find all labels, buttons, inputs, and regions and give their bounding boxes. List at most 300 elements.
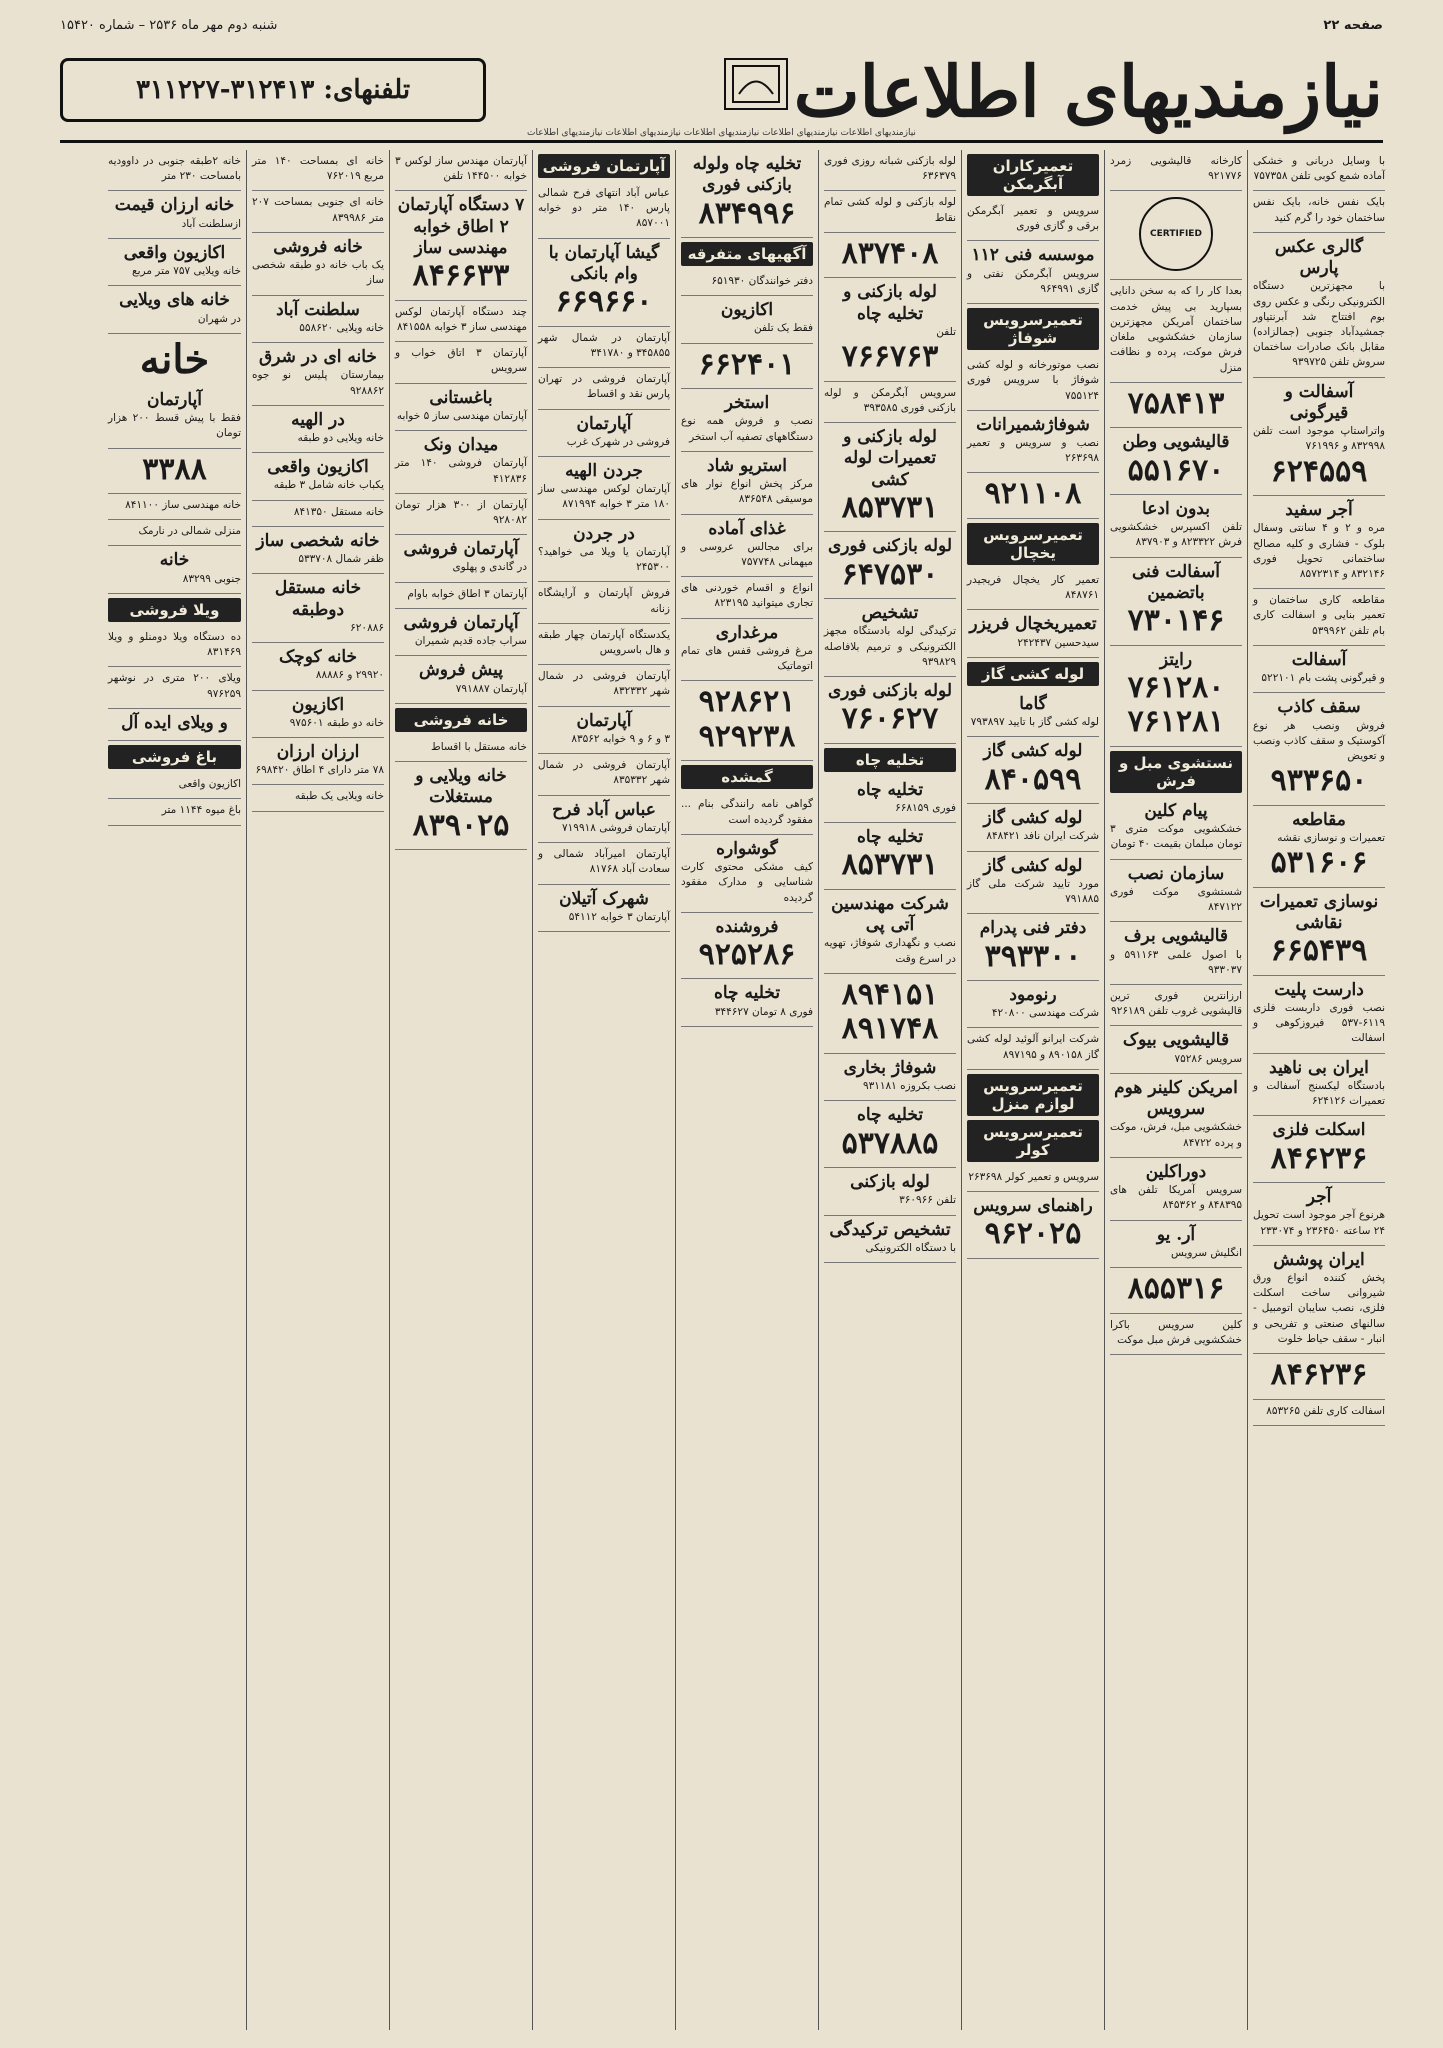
classified-ad bbox=[538, 239, 670, 327]
classified-ad bbox=[824, 532, 956, 599]
ad-heading: در الهیه bbox=[291, 409, 345, 430]
ad-heading: تخلیه چاه bbox=[856, 827, 924, 848]
classified-ad bbox=[395, 762, 527, 850]
ad-heading: خانه bbox=[159, 550, 190, 571]
classified-ad bbox=[538, 707, 670, 754]
ad-heading: اسکلت فلزی bbox=[1272, 1120, 1366, 1141]
classified-ad bbox=[395, 301, 527, 342]
ad-body: برای مجالس عروسی و میهمانی ۷۵۷۷۴۸ bbox=[681, 540, 813, 569]
ad-body: نصب و نگهداری شوفاژ، تهویه در اسرع وقت bbox=[824, 937, 956, 965]
ad-heading: رنومود bbox=[1009, 985, 1057, 1005]
ad-heading: شوفاژ بخاری bbox=[843, 1057, 937, 1078]
ad-heading: گوشواره bbox=[716, 838, 778, 859]
ad-body: خانه ویلایی یک طبقه bbox=[295, 790, 384, 803]
ad-body: با اصول علمی ۵۹۱۱۶۳ و ۹۳۳۰۳۷ bbox=[1110, 948, 1242, 976]
classified-ad bbox=[108, 626, 241, 667]
ad-phone-number: ۷۶۶۷۶۳ bbox=[841, 339, 939, 375]
classified-ad bbox=[252, 785, 384, 811]
classified-ad bbox=[967, 1192, 1099, 1259]
classified-ad bbox=[1253, 191, 1385, 232]
classified-ad bbox=[395, 609, 527, 656]
classified-ad bbox=[538, 368, 670, 409]
classified-ad bbox=[108, 799, 241, 825]
ad-body: با دستگاه الکترونیکی bbox=[865, 1241, 956, 1254]
ad-heading: خانه ای در شرق bbox=[259, 347, 377, 368]
classified-ad bbox=[1110, 383, 1242, 429]
ad-heading: ایران پوشش bbox=[1273, 1249, 1365, 1270]
classified-ad bbox=[1253, 150, 1385, 191]
classified-ad bbox=[1253, 233, 1385, 378]
ad-body: خانه مستقل ۸۴۱۳۵۰ bbox=[293, 505, 384, 518]
ad-heading: سقف کاذب bbox=[1277, 697, 1361, 718]
section-header: ویلا فروشی bbox=[108, 598, 241, 622]
classified-ad bbox=[252, 643, 384, 690]
classified-ad bbox=[824, 423, 956, 532]
ad-body: مقاطعه کاری ساختمان و تعمیر بنایی و اسفالت کاری بام تلفن ۵۳۹۹۶۲ bbox=[1253, 594, 1385, 637]
classified-ad bbox=[1253, 976, 1385, 1054]
newspaper-logo-icon bbox=[724, 58, 788, 110]
ad-phone-number: ۸۳۹۰۲۵ bbox=[412, 807, 510, 843]
ad-body: یک باب خانه دو طبقه شخصی ساز bbox=[252, 259, 384, 287]
ad-body: لوله کشی گاز با تایید ۷۹۳۸۹۷ bbox=[970, 716, 1099, 729]
ad-heading: آپارتمان bbox=[146, 389, 203, 410]
classified-ad bbox=[108, 546, 241, 593]
classified-ad bbox=[538, 520, 670, 583]
ad-body: واتراستاپ موجود است تلفن ۸۳۲۹۹۸ و ۷۶۱۹۹۶ bbox=[1253, 425, 1385, 453]
ad-body: کارخانه قالیشویی زمرد ۹۲۱۷۷۶ bbox=[1110, 155, 1242, 183]
ad-heading: خانه مستقل دوطبقه bbox=[274, 578, 362, 620]
ad-body: فقط با پیش قسط ۲۰۰ هزار تومان bbox=[108, 412, 241, 440]
section-header: تعمیرسرویس کولر bbox=[967, 1120, 1099, 1162]
classified-ad bbox=[252, 233, 384, 296]
classified-ad bbox=[538, 754, 670, 795]
ad-phone-number: ۷۶۰۶۲۷ bbox=[841, 701, 939, 737]
ad-body: سرویس ۷۵۲۸۶ bbox=[1174, 1052, 1242, 1065]
classified-ad bbox=[824, 1054, 956, 1101]
classified-ad bbox=[1110, 1314, 1242, 1355]
classified-ad bbox=[395, 535, 527, 582]
classified-ad bbox=[1110, 280, 1242, 382]
classified-ad bbox=[395, 736, 527, 762]
column-9 bbox=[103, 150, 246, 2030]
ad-phone-number: ۶۲۴۵۵۹ bbox=[1270, 453, 1368, 489]
classified-ad bbox=[538, 582, 670, 623]
classified-ad bbox=[395, 342, 527, 383]
classified-ad bbox=[108, 667, 241, 708]
ad-heading: تشخیص bbox=[861, 603, 919, 624]
ad-body: آپارتمان در شمال شهر ۳۴۵۸۵۵ و ۳۴۱۷۸۰ bbox=[538, 331, 670, 359]
ad-body: خانه مستقل با اقساط bbox=[430, 740, 527, 753]
ad-heading: خانه فروشی bbox=[273, 236, 363, 257]
ad-heading: استخر bbox=[724, 393, 770, 414]
ad-heading: راهنمای سرویس bbox=[973, 1196, 1093, 1217]
classified-ad bbox=[538, 843, 670, 884]
ad-phone-number: ۵۵۱۶۷۰ bbox=[1127, 452, 1225, 488]
classified-ad bbox=[967, 852, 1099, 915]
classified-ad bbox=[967, 569, 1099, 610]
classified-ad bbox=[395, 583, 527, 609]
ad-heading: مرغداری bbox=[715, 622, 779, 643]
ad-heading: دفتر فنی پدرام bbox=[979, 918, 1087, 939]
classified-ad bbox=[824, 1216, 956, 1263]
ad-body: خانه ویلایی ۵۵۸۶۲۰ bbox=[299, 321, 384, 334]
classified-ad bbox=[967, 981, 1099, 1028]
classified-ad bbox=[967, 690, 1099, 737]
classified-ad bbox=[108, 520, 241, 546]
classified-ad bbox=[824, 233, 956, 279]
ad-heading: پیش فروش bbox=[419, 660, 503, 681]
ad-phone-number: ۳۳۸۸ bbox=[142, 451, 207, 487]
issue-line: شنبه دوم مهر ماه ۲۵۳۶ – شماره ۱۵۴۲۰ bbox=[60, 17, 278, 33]
section-header: تعمیرسرویس شوفاژ bbox=[967, 308, 1099, 350]
classified-ad bbox=[108, 494, 241, 520]
ad-phone-number: ۸۹۴۱۵۱ ۸۹۱۷۴۸ bbox=[841, 976, 939, 1047]
classified-ad bbox=[108, 286, 241, 333]
ad-body: فروشی در شهرک غرب bbox=[566, 435, 670, 448]
ad-heading: آپارتمان bbox=[576, 710, 632, 731]
classified-ad bbox=[395, 431, 527, 494]
classified-ad bbox=[1110, 1026, 1242, 1073]
classified-ad bbox=[538, 796, 670, 843]
classified-ad bbox=[967, 1028, 1099, 1069]
classified-ad bbox=[967, 804, 1099, 851]
ad-body: ویلای ۲۰۰ متری در نوشهر ۹۷۶۲۵۹ bbox=[108, 672, 241, 700]
ad-heading: تخلیه چاه bbox=[856, 779, 924, 800]
classified-ad bbox=[1253, 1054, 1385, 1117]
column-1 bbox=[1247, 150, 1390, 2030]
classified-ad bbox=[108, 150, 241, 191]
ad-phone-number: ۹۶۲۰۲۵ bbox=[984, 1216, 1082, 1252]
ad-heading: گیشا آپارتمان با وام بانکی bbox=[548, 242, 660, 284]
page-number: صفحه ۲۲ bbox=[1323, 17, 1383, 33]
ad-heading: تخلیه چاه bbox=[856, 1105, 924, 1126]
ad-phone-number: ۹۲۵۲۸۶ bbox=[698, 936, 796, 972]
ad-heading: دارست پلیت bbox=[1274, 979, 1364, 1000]
ad-phone-number: ۸۴۶۲۳۶ bbox=[1270, 1140, 1368, 1176]
ad-heading: استریو شاد bbox=[707, 455, 787, 476]
classified-ad bbox=[967, 241, 1099, 304]
ad-heading: ارزان ارزان bbox=[276, 742, 360, 762]
ad-phone-number: ۸۴۶۶۳۳ bbox=[412, 258, 510, 294]
classified-ad bbox=[252, 150, 384, 191]
ad-body: سیدحسین ۲۴۲۴۳۷ bbox=[1017, 636, 1099, 649]
ad-phone-number: ۷۶۱۲۸۰ ۷۶۱۲۸۱ bbox=[1127, 669, 1225, 740]
classified-ad bbox=[1110, 558, 1242, 646]
ad-heading: شرکت مهندسین آتی پی bbox=[831, 893, 949, 936]
classified-ad bbox=[1253, 888, 1385, 976]
ad-body: پخش کننده انواع ورق شیروانی ساخت اسکلت فلزی، نصب سایبان اتومبیل - سالنهای صنعتی و تفریحی و انبار - سقف حیاط خلوت bbox=[1253, 1272, 1385, 1345]
ad-heading: میدان ونک bbox=[423, 435, 499, 456]
classified-ad bbox=[1253, 1116, 1385, 1183]
ad-body: مرکز پخش انواع نوار های موسیقی ۸۳۶۵۴۸ bbox=[681, 478, 813, 506]
ad-heading: تشخیص ترکیدگی bbox=[829, 1219, 951, 1240]
ad-body: تعمیرات و نوسازی نقشه bbox=[1277, 832, 1385, 845]
classified-ad bbox=[1110, 646, 1242, 747]
ad-body: آپارتمان فروشی ۱۴۰ متر ۴۱۲۸۳۶ bbox=[395, 457, 527, 485]
ad-heading: شهرک آتیلان bbox=[559, 888, 649, 909]
classified-ad bbox=[681, 270, 813, 296]
ad-body: لوله بازکنی شبانه روزی فوری ۶۳۶۳۷۹ bbox=[824, 155, 956, 183]
classified-ad bbox=[1253, 1183, 1385, 1246]
classified-ad bbox=[1110, 1158, 1242, 1221]
ad-phone-number: ۹۲۱۱۰۸ bbox=[984, 476, 1082, 512]
ad-body: شرکت ایران نافد ۸۴۸۴۲۱ bbox=[986, 830, 1099, 843]
classified-ad bbox=[967, 354, 1099, 411]
ad-body: ۲۹۹۲۰ و ۸۸۸۸۶ bbox=[315, 669, 384, 682]
classified-ad bbox=[395, 494, 527, 535]
ad-heading: سازمان نصب bbox=[1127, 863, 1225, 884]
ad-body: خانه ۲طبقه جنوبی در داوودیه بامساحت ۲۳۰ متر bbox=[108, 155, 241, 183]
classified-ad bbox=[1253, 378, 1385, 496]
classified-ad bbox=[1110, 150, 1242, 191]
ad-body: جنوبی ۸۳۲۹۹ bbox=[182, 572, 241, 585]
classified-ad bbox=[824, 823, 956, 890]
classified-ad bbox=[1110, 191, 1242, 280]
classified-ad bbox=[1253, 589, 1385, 646]
ad-heading: سلطنت آباد bbox=[276, 299, 360, 320]
ad-body: نصب و فروش همه نوع دستگاههای تصفیه آب استخر bbox=[681, 415, 813, 443]
ad-body: آپارتمان امیرآباد شمالی و سعادت آباد ۸۱۷۶۸ bbox=[538, 848, 670, 876]
ad-body: نصب موتورخانه و لوله کشی شوفاژ با سرویس فوری ۷۵۵۱۲۴ bbox=[967, 359, 1099, 402]
ad-heading: ۷ دستگاه آپارتمان ۲ اطاق خوابه مهندسی ساز bbox=[397, 195, 525, 258]
ad-heading: لوله کشی گاز bbox=[983, 855, 1083, 876]
ad-body: تلفن اکسپرس خشکشویی فرش ۸۲۳۳۲۲ و ۸۳۷۹۰۳ bbox=[1110, 521, 1242, 549]
classified-ad bbox=[538, 624, 670, 665]
ad-body: نصب و سرویس و تعمیر ۲۶۳۶۹۸ bbox=[967, 437, 1099, 465]
ad-body: خانه دو طبقه ۹۷۵۶۰۱ bbox=[289, 716, 384, 729]
classified-ad bbox=[1110, 495, 1242, 558]
column-4 bbox=[818, 150, 961, 2030]
classified-ad bbox=[824, 1101, 956, 1168]
ad-heading: لوله کشی گاز bbox=[983, 808, 1083, 829]
ad-body: آپارتمان فروشی ۷۱۹۹۱۸ bbox=[562, 821, 670, 834]
ad-body: ظفر شمال ۵۳۳۷۰۸ bbox=[298, 553, 384, 566]
ad-heading: لوله بازکنی فوری bbox=[827, 536, 953, 557]
ad-body: ده دستگاه ویلا دومنلو و ویلا ۸۳۱۴۶۹ bbox=[108, 630, 241, 659]
ad-body: تلفن bbox=[936, 325, 956, 338]
ad-phone-number: ۸۴۰۵۹۹ bbox=[984, 761, 1082, 797]
classified-ad bbox=[108, 709, 241, 741]
ad-heading: ایران بی ناهید bbox=[1269, 1057, 1369, 1078]
ad-body: سرویس و تعمیر آبگرمکن برقی و گازی فوری bbox=[967, 205, 1099, 233]
classified-ad bbox=[252, 527, 384, 574]
classified-ad bbox=[824, 150, 956, 191]
classified-ad bbox=[252, 191, 384, 232]
ad-body: آپارتمان فروشی در شمال شهر ۸۳۵۳۳۲ bbox=[538, 759, 670, 787]
ad-body: سرویس و تعمیر کولر ۲۶۳۶۹۸ bbox=[968, 1170, 1099, 1183]
ad-body: اسفالت کاری تلفن ۸۵۳۲۶۵ bbox=[1266, 1404, 1385, 1417]
ad-body: بایک نفس خانه، بایک نفس ساختمان خود را گرم کنید bbox=[1253, 196, 1385, 224]
classified-ad bbox=[824, 382, 956, 423]
ad-body: و قیرگونی پشت بام ۵۲۲۱۰۱ bbox=[1261, 672, 1385, 685]
ad-heading: خانه ارزان قیمت bbox=[114, 195, 235, 216]
ad-heading: بدون ادعا bbox=[1142, 499, 1210, 519]
classified-ad bbox=[681, 296, 813, 343]
classified-ad bbox=[824, 677, 956, 744]
section-header: باغ فروشی bbox=[108, 745, 241, 769]
section-header: گمشده bbox=[681, 765, 813, 789]
classified-ad bbox=[681, 619, 813, 682]
classified-ad bbox=[395, 384, 527, 431]
ad-body: خانه مهندسی ساز ۸۴۱۱۰۰ bbox=[125, 499, 241, 512]
ad-heading: آپارتمان فروشی bbox=[403, 612, 519, 633]
ad-body: در شهران bbox=[197, 312, 241, 325]
ad-body: آپارتمان از ۳۰۰ هزار تومان ۹۲۸۰۸۲ bbox=[395, 498, 527, 526]
ad-body: ترکیدگی لوله بادستگاه مجهز الکترونیکی و ترمیم بلافاصله ۹۳۹۸۲۹ bbox=[824, 625, 956, 668]
ad-body: خانه ویلایی دو طبقه bbox=[297, 431, 384, 444]
classified-ad bbox=[967, 737, 1099, 804]
classified-ad bbox=[538, 885, 670, 932]
ad-phone-number: ۸۵۳۷۳۱ bbox=[841, 489, 939, 525]
ad-heading: نوسازی تعمیرات نقاشی bbox=[1259, 891, 1379, 933]
ad-heading: لوله کشی گاز bbox=[983, 741, 1083, 762]
ad-heading: قالیشویی بیوک bbox=[1122, 1030, 1230, 1051]
ad-body: بادستگاه لیکسنج آسفالت و تعمیرات ۶۲۴۱۲۶ bbox=[1253, 1079, 1385, 1108]
ad-body: گواهی نامه رانندگی بنام ... مفقود گردیده است bbox=[681, 798, 813, 826]
ad-heading: آپارتمان فروشی bbox=[403, 539, 519, 560]
ad-body: تعمیر کار یخچال فریجیدر ۸۴۸۷۶۱ bbox=[967, 573, 1099, 602]
column-6 bbox=[532, 150, 675, 2030]
ad-phone-number: ۹۳۳۶۵۰ bbox=[1270, 763, 1368, 799]
section-header: نستشوی مبل و فرش bbox=[1110, 751, 1242, 793]
classified-ad bbox=[538, 182, 670, 239]
ad-phone-number: ۵۳۷۸۸۵ bbox=[841, 1125, 939, 1161]
classified-ad bbox=[1110, 985, 1242, 1026]
ad-body: آپارتمان ۳ اتاق خواب و سرویس bbox=[395, 347, 527, 375]
ad-heading: اکازیون bbox=[720, 300, 774, 321]
ad-body: آپارتمان فروشی در تهران پارس نقد و اقساط bbox=[538, 373, 670, 401]
ad-heading: آسفالت و قیرگونی bbox=[1284, 381, 1354, 423]
ad-heading: قالیشویی برف bbox=[1123, 926, 1229, 947]
ad-body: آپارتمان ۷۹۱۸۸۷ bbox=[455, 682, 527, 695]
masthead-title: نیازمندیهای اطلاعات bbox=[793, 50, 1383, 133]
ad-body: سرویس آمریکا تلفن های ۸۴۸۳۹۵ و ۸۴۵۳۶۲ bbox=[1110, 1184, 1242, 1212]
classified-ad bbox=[1253, 1400, 1385, 1426]
classified-ad bbox=[252, 406, 384, 453]
ad-heading: لوله بازکنی و تخلیه چاه bbox=[843, 282, 937, 324]
ad-body: مورد تایید شرکت ملی گاز ۷۹۱۸۸۵ bbox=[967, 877, 1099, 906]
classified-ad bbox=[967, 1166, 1099, 1192]
ad-body: عباس آباد انتهای فرح شمالی پارس ۱۴۰ متر دو خوابه ۸۵۷۰۰۱ bbox=[538, 187, 670, 230]
ad-heading: رایتز bbox=[1159, 649, 1193, 670]
ad-body: دفتر خوانندگان ۶۵۱۹۳۰ bbox=[711, 275, 813, 287]
ad-phone-number: ۷۳۰۱۴۶ bbox=[1127, 603, 1225, 639]
classified-ad bbox=[1253, 1354, 1385, 1400]
ad-body: فروش آپارتمان و آرایشگاه زنانه bbox=[538, 587, 670, 615]
classified-ad bbox=[1253, 496, 1385, 589]
ad-body: آپارتمان مهندس ساز لوکس ۳ خوابه ۱۴۴۵۰۰ تلفن bbox=[395, 155, 527, 183]
ad-body: آپارتمان ۳ اطاق خوابه باوام bbox=[407, 587, 527, 600]
section-header: آگهیهای متفرقه bbox=[681, 242, 813, 266]
ad-body: مرغ فروشی قفس های تمام اتوماتیک bbox=[681, 644, 813, 673]
ad-body: اکازیون واقعی bbox=[178, 778, 241, 791]
ad-body: خانه ای بمساحت ۱۴۰ متر مربع ۷۶۲۰۱۹ bbox=[252, 155, 384, 183]
ad-body: بعدا کار را که به سخن دانایی بسپارید بی پیش خدمت ساختمان آمریکن مجهزترین سازمان خشکشویی ملغان فرش موکت، پرده و نظافت منزل bbox=[1110, 285, 1242, 374]
classified-ad bbox=[1253, 693, 1385, 805]
classified-ad bbox=[681, 913, 813, 980]
ad-heading: آجر سفید bbox=[1285, 500, 1353, 521]
ad-body: چند دستگاه آپارتمان لوکس مهندسی ساز ۳ خوابه ۸۴۱۵۵۸ bbox=[395, 305, 527, 333]
ad-heading: قالیشویی وطن bbox=[1122, 432, 1230, 453]
ad-heading: اکازیون واقعی bbox=[267, 457, 369, 478]
classified-ad bbox=[824, 278, 956, 381]
classified-ad bbox=[967, 610, 1099, 657]
ad-phone-number: ۳۹۳۳۰۰ bbox=[984, 938, 1082, 974]
section-header: لوله کشی گاز bbox=[967, 662, 1099, 686]
ad-body: ۳ و ۶ و ۹ خوابه ۸۳۵۶۲ bbox=[571, 732, 670, 745]
ad-body: ۷۸ متر دارای ۴ اطاق ۶۹۸۴۲۰ bbox=[255, 764, 384, 777]
classified-ad bbox=[1110, 1074, 1242, 1158]
ad-body: ازسلطنت آباد bbox=[181, 217, 241, 230]
column-7 bbox=[389, 150, 532, 2030]
classified-ad bbox=[967, 473, 1099, 519]
ad-body: کلین سرویس باکرا خشکشویی فرش مبل موکت bbox=[1110, 1318, 1242, 1346]
column-3 bbox=[961, 150, 1104, 2030]
ad-body: لوله بازکنی و لوله کشی تمام نقاط bbox=[824, 196, 956, 224]
ad-body: شستشوی موکت فوری ۸۴۷۱۲۲ bbox=[1110, 885, 1242, 914]
classified-ad bbox=[1253, 646, 1385, 693]
classified-ad bbox=[681, 150, 813, 238]
classified-ad bbox=[681, 681, 813, 761]
ad-phone-number: ۶۶۲۴۰۱ bbox=[698, 346, 796, 382]
ad-body: آپارتمان مهندسی ساز ۵ خوابه bbox=[396, 409, 527, 422]
ad-heading: آر. یو bbox=[1156, 1224, 1196, 1245]
ad-heading: باغستانی bbox=[429, 387, 493, 408]
classified-ad bbox=[395, 656, 527, 703]
classified-ad bbox=[1253, 1246, 1385, 1354]
ad-body: ارزانترین فوری ترین قالیشویی غروب تلفن ۹۲۶۱۸۹ bbox=[1110, 990, 1242, 1018]
ad-phone-number: ۸۵۵۳۱۶ bbox=[1127, 1271, 1225, 1306]
ad-body: در گاندی و پهلوی bbox=[452, 561, 527, 574]
ad-body: مره و ۲ و ۴ سانتی وسفال بلوک - فشاری و کلیه مصالح ساختمانی تحویل فوری ۸۳۲۱۴۶ و ۸۵۷۲۳۱۴ bbox=[1253, 522, 1386, 581]
ad-body: با مجهزترین دستگاه الکترونیکی رنگی و عکس روی بوم افتتاح شد آبرنتیاور جمشیدآباد جنوبی (جمالزاده) مقابل بانک صادرات ساختمان سروش تلفن ۹۳۹۷۲۵ bbox=[1253, 280, 1385, 369]
classified-ad bbox=[1110, 797, 1242, 860]
ad-heading: مقاطعه bbox=[1292, 809, 1346, 830]
classified-ad bbox=[108, 386, 241, 449]
classified-ad bbox=[252, 343, 384, 406]
ad-body: نصب فوری داربست فلزی ۶۱۱۹-۵۳۷ فیروزکوهی و اسفالت bbox=[1253, 1002, 1385, 1045]
ad-body: سرویس آبگرمکن نفتی و گازی ۹۶۴۹۹۱ bbox=[967, 267, 1099, 295]
classified-ad bbox=[1110, 1221, 1242, 1268]
ad-body: خانه ای جنوبی بمساحت ۲۰۷ متر ۸۳۹۹۸۶ bbox=[252, 196, 384, 224]
ad-phone-number: ۸۳۷۴۰۸ bbox=[841, 235, 939, 271]
column-8 bbox=[246, 150, 389, 2030]
classified-ad bbox=[1110, 922, 1242, 985]
section-header: آپارتمان فروشی bbox=[538, 154, 670, 178]
masthead-strip: نیازمندیهای اطلاعات نیازمندیهای اطلاعات نیازمندیهای اطلاعات نیازمندیهای اطلاعات نیازمندیهای اطلاعات bbox=[527, 128, 916, 138]
ad-heading: موسسه فنی ۱۱۲ bbox=[971, 245, 1095, 266]
ad-phone-number: ۸۴۶۲۳۶ bbox=[1270, 1357, 1368, 1393]
section-header: تعمیرکاران آبگرمکن bbox=[967, 154, 1099, 196]
ad-body: منزلی شمالی در نارمک bbox=[138, 525, 241, 538]
ad-heading: آسفالت فنی باتضمین bbox=[1132, 561, 1220, 603]
ad-body: خشکشویی موکت متری ۳ تومان مبلمان بقیمت ۴۰ تومان bbox=[1110, 823, 1242, 851]
ad-body: آپارتمان ۳ خوابه ۵۴۱۱۲ bbox=[568, 910, 670, 923]
ad-body: شرکت ایرانو آلوئید لوله کشی گاز ۸۹۰۱۵۸ و ۸۹۷۱۹۵ bbox=[967, 1033, 1099, 1061]
classified-ad bbox=[1110, 428, 1242, 495]
classified-ad bbox=[252, 501, 384, 527]
classified-ad bbox=[824, 890, 956, 974]
classified-ad bbox=[108, 773, 241, 799]
section-header: تخلیه چاه bbox=[824, 748, 956, 772]
classified-ad bbox=[1110, 1268, 1242, 1314]
classified-ad bbox=[824, 599, 956, 677]
classified-ad bbox=[681, 452, 813, 515]
ad-heading: تخلیه چاه ولوله بازکنی فوری bbox=[692, 154, 802, 196]
ad-body: خشکشویی مبل، فرش، موکت و پرده ۸۴۷۲۲ bbox=[1110, 1121, 1242, 1149]
ad-heading: خانه های ویلایی bbox=[119, 290, 230, 311]
ad-heading: گاما bbox=[1019, 693, 1047, 714]
